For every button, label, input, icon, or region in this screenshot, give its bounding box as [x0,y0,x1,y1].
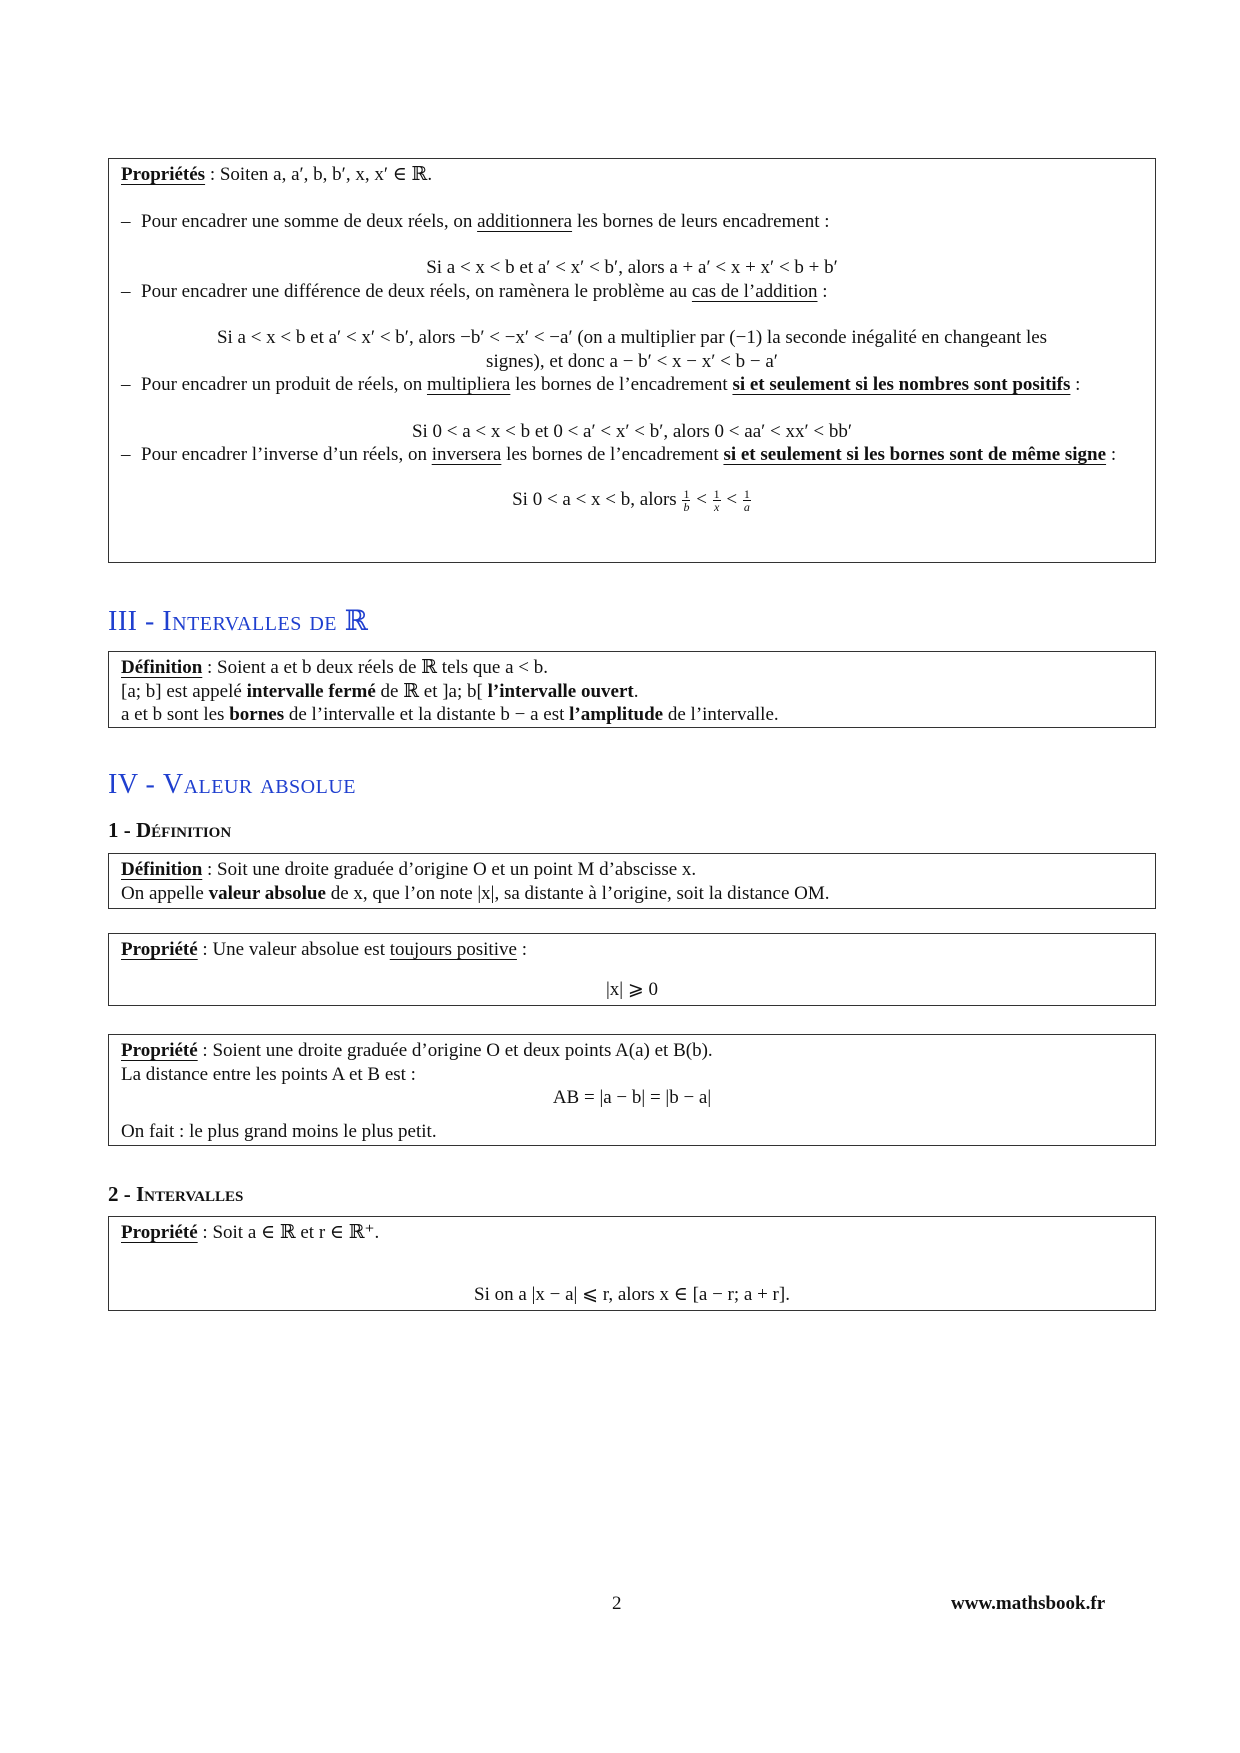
formula: Si on a |x − a| ⩽ r, alors x ∈ [a − r; a + r]. [474,1283,790,1305]
box-label: Définition [121,859,203,880]
subsection-heading-definition: 1 - Définition [108,818,232,842]
box-label: Propriété [121,1040,198,1061]
box-label: Définition [121,657,203,678]
formula: signes), et donc a − b′ < x − x′ < b − a′ [486,350,778,372]
properties-box-encadrement [108,158,1156,563]
fraction: $\frac{1}{x}$ [713,486,720,514]
list-item: – Pour encadrer une somme de deux réels, on additionnera les bornes de leurs encadrement : [121,210,1143,234]
list-item: – Pour encadrer un produit de réels, on multipliera les bornes de l’encadrement si et seulement si les nombres sont positifs : [121,373,1143,397]
page-number: 2 [612,1593,622,1614]
section-heading-intervalles: III - Intervalles de ℝ [108,606,369,637]
formula: Si 0 < a < x < b, alors $\frac{1}{b}$ < $\frac{1}{x}$ < $\frac{1}{a}$ [512,486,750,514]
property-box-positive: Propriété : Une valeur absolue est toujours positive : |x| ⩾ 0 [108,933,1156,1006]
list-item: – Pour encadrer l’inverse d’un réels, on inversera les bornes de l’encadrement si et seulement si les bornes sont de même signe : [121,443,1143,467]
footer-url: www.mathsbook.fr [951,1593,1106,1614]
formula: AB = |a − b| = |b − a| [552,1087,712,1108]
box-label: Propriétés [121,164,206,185]
subsection-heading-intervalles: 2 - Intervalles [108,1182,244,1206]
section-heading-valeur-absolue: IV - Valeur absolue [108,769,356,800]
list-item: – Pour encadrer une différence de deux réels, on ramènera le problème au cas de l’addition : [121,280,1143,304]
formula: |x| ⩾ 0 [605,978,659,1000]
formula: Si a < x < b et a′ < x′ < b′, alors −b′ < −x′ < −a′ (on a multiplier par (−1) la seconde inégalité en changeant les [216,327,1048,348]
box-label: Propriété [121,1222,198,1243]
box-intro: Propriétés : Soiten a, a′, b, b′, x, x′ ∈ ℝ. [121,164,433,185]
formula: Si a < x < b et a′ < x′ < b′, alors a + a′ < x + x′ < b + b′ [426,257,838,278]
definition-box-valeur-absolue: Définition : Soit une droite graduée d’origine O et un point M d’abscisse x. On appelle valeur absolue de x, que l’on note |x|, sa distante à l’origine, soit la distance OM. [108,853,1156,909]
definition-box-intervalles: Définition : Soient a et b deux réels de ℝ tels que a < b. [a; b] est appelé intervalle fermé de ℝ et ]a; b[ l’intervalle ouvert. a et b sont les bornes de l’intervalle et la distante b − a est l’amplitude de l’intervalle. [108,651,1156,728]
property-box-distance: Propriété : Soient une droite graduée d’origine O et deux points A(a) et B(b). La distance entre les points A et B est : AB = |a − b| = |b − a| On fait : le plus grand moins le plus petit. [108,1034,1156,1146]
formula: Si 0 < a < x < b et 0 < a′ < x′ < b′, alors 0 < aa′ < xx′ < bb′ [411,420,853,442]
fraction: $\frac{1}{a}$ [743,486,750,514]
fraction: $\frac{1}{b}$ [683,486,690,514]
box-label: Propriété [121,939,198,960]
property-box-intervalle: Propriété : Soit a ∈ ℝ et r ∈ ℝ⁺. Si on a |x − a| ⩽ r, alors x ∈ [a − r; a + r]. [108,1216,1156,1311]
